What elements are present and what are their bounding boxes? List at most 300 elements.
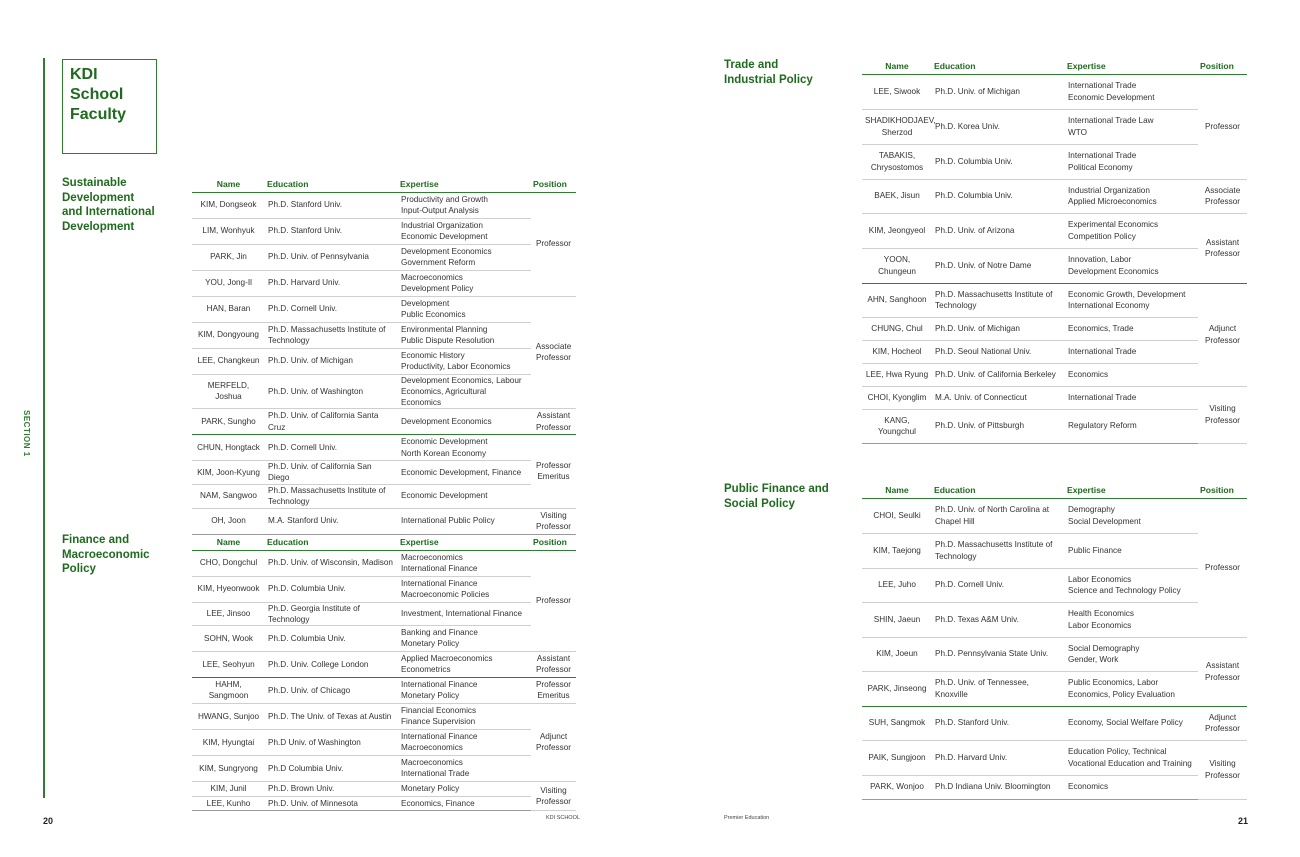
faculty-row: [192, 576, 576, 602]
cell-text-line: Ph.D. Stanford Univ.: [268, 200, 343, 210]
faculty-row: [192, 651, 576, 677]
column-header-position: Position: [1198, 484, 1247, 498]
faculty-expertise: [1065, 179, 1198, 213]
cell-text-line: Labor Economics: [1068, 574, 1132, 584]
cell-text-line: Regulatory Reform: [1068, 421, 1137, 431]
faculty-education: [265, 192, 398, 218]
cell-text-line: AHN, Sanghoon: [867, 295, 927, 305]
faculty-row: [192, 755, 576, 781]
faculty-name: [862, 706, 932, 740]
cell-text-line: M.A. Stanford Univ.: [268, 516, 339, 526]
faculty-name: [862, 248, 932, 283]
faculty-education: [932, 283, 1065, 317]
cell-text-line: Adjunct: [1208, 324, 1237, 334]
cell-text-line: LEE, Changkeun: [197, 356, 260, 366]
cell-text-line: Emeritus: [537, 472, 570, 482]
column-header-expertise: Expertise: [1065, 60, 1198, 74]
cell-text-line: KIM, Hyungtai: [202, 737, 255, 747]
cell-text-line: Ph.D. Univ. of Tennessee,: [935, 678, 1029, 688]
footer-right: Premier Education: [724, 815, 770, 821]
cell-text-line: Political Economy: [1068, 162, 1133, 172]
faculty-education: [932, 340, 1065, 363]
cell-text-line: Social Development: [1068, 516, 1141, 526]
cell-text-line: Economic Development: [401, 491, 488, 501]
faculty-name: [192, 508, 265, 534]
cell-text-line: Development Economics: [1068, 266, 1159, 276]
cell-text-line: Ph.D. Univ. of Pennsylvania: [268, 252, 369, 262]
faculty-expertise: [1065, 409, 1198, 443]
faculty-education: [265, 703, 398, 729]
faculty-row: [192, 435, 576, 461]
title-line: KDI: [70, 66, 98, 83]
faculty-expertise: [398, 781, 531, 796]
faculty-expertise: [398, 218, 531, 244]
cell-text-line: Professor: [1204, 335, 1241, 345]
column-header-position: Position: [1198, 60, 1247, 74]
faculty-row: [862, 144, 1247, 179]
cell-text-line: Development: [401, 298, 450, 308]
faculty-name: [862, 179, 932, 213]
cell-text-line: Sherzod: [881, 127, 913, 137]
cell-text-line: PARK, Jinseong: [867, 683, 927, 693]
faculty-expertise: [398, 703, 531, 729]
cell-text-line: Associate: [535, 342, 572, 352]
cell-text-line: Professor: [1204, 672, 1241, 682]
cell-text-line: Ph.D. Univ. of California Berkeley: [935, 369, 1056, 379]
cell-text-line: Ph.D. Stanford Univ.: [935, 718, 1010, 728]
faculty-table-public-finance: [862, 484, 1247, 800]
faculty-row: [862, 409, 1247, 443]
cell-text-line: Ph.D. Univ. of Washington: [268, 386, 364, 396]
page-number-left: 20: [43, 816, 54, 826]
cell-text-line: Ph.D. Univ. of Chicago: [268, 685, 351, 695]
faculty-education: [265, 576, 398, 602]
cell-text-line: Economy, Social Welfare Policy: [1068, 718, 1183, 728]
column-header-name: Name: [192, 178, 265, 192]
faculty-name: [192, 729, 265, 755]
faculty-position: [1198, 213, 1247, 283]
faculty-name: [192, 550, 265, 576]
cell-text-line: NAM, Sangwoo: [200, 491, 257, 501]
faculty-education: [265, 218, 398, 244]
faculty-expertise: [1065, 109, 1198, 144]
faculty-row: [192, 348, 576, 374]
faculty-position: [531, 703, 576, 781]
cell-text-line: Assistant: [536, 654, 571, 664]
cell-text-line: International Finance: [401, 732, 478, 742]
cell-text-line: KIM, Dongyoung: [198, 330, 259, 340]
cell-text-line: Ph.D Indiana Univ. Bloomington: [935, 782, 1051, 792]
cell-text-line: Assistant: [536, 411, 571, 421]
cell-text-line: SUH, Sangmok: [868, 718, 926, 728]
cell-text-line: Assistant: [1205, 661, 1240, 671]
cell-text-line: Professor: [535, 353, 572, 363]
cell-text-line: HAN, Baran: [206, 304, 251, 314]
column-header-position: Position: [531, 178, 576, 192]
cell-text-line: PAIK, Sungjoon: [868, 752, 926, 762]
cell-text-line: International Trade: [1068, 392, 1137, 402]
cell-text-line: Professor: [1204, 197, 1241, 206]
faculty-education: [932, 144, 1065, 179]
cell-text-line: Ph.D. Brown Univ.: [268, 784, 335, 794]
faculty-expertise: [1065, 74, 1198, 109]
cell-text-line: Applied Microeconomics: [1068, 197, 1157, 206]
faculty-name: [192, 374, 265, 409]
column-header-name: Name: [862, 60, 932, 74]
cell-text-line: Government Reform: [401, 258, 476, 267]
cell-text-line: Ph.D. Univ. of Minnesota: [268, 798, 358, 808]
cell-text-line: Chapel Hill: [935, 516, 975, 526]
faculty-position: [1198, 179, 1247, 213]
faculty-education: [265, 484, 398, 508]
cell-text-line: KIM, Hocheol: [872, 346, 922, 356]
faculty-name: [862, 317, 932, 340]
faculty-education: [932, 386, 1065, 409]
cell-text-line: SHADIKHODJAEV,: [865, 116, 936, 126]
faculty-expertise: [398, 576, 531, 602]
cell-text-line: Sangmoon: [208, 691, 249, 701]
cell-text-line: YOON, Chungeun: [878, 255, 916, 276]
faculty-position: [1198, 740, 1247, 799]
cell-text-line: Ph.D. Seoul National Univ.: [935, 346, 1032, 356]
faculty-education: [265, 729, 398, 755]
cell-text-line: LEE, Seohyun: [202, 659, 255, 669]
cell-text-line: KIM, Dongseok: [200, 200, 257, 210]
cell-text-line: International Trade: [1068, 151, 1137, 161]
faculty-education: [265, 409, 398, 435]
cell-text-line: LEE, Hwa Ryung: [865, 369, 929, 379]
faculty-expertise: [398, 296, 531, 322]
faculty-education: [932, 568, 1065, 602]
column-header-education: Education: [932, 484, 1065, 498]
faculty-expertise: [1065, 568, 1198, 602]
cell-text-line: KIM, Joon-Kyung: [197, 467, 260, 477]
faculty-name: [862, 409, 932, 443]
cell-text-line: Knoxville: [935, 689, 968, 699]
faculty-name: [862, 74, 932, 109]
faculty-name: [192, 755, 265, 781]
faculty-row: [862, 363, 1247, 386]
cell-text-line: Public Dispute Resolution: [401, 336, 495, 345]
cell-text-line: International Finance: [401, 680, 478, 690]
faculty-position: [531, 508, 576, 534]
faculty-name: [192, 270, 265, 296]
cell-text-line: Ph.D. Massachusetts Institute of: [268, 324, 386, 334]
faculty-position: [1198, 637, 1247, 706]
faculty-name: [862, 340, 932, 363]
faculty-expertise: [1065, 248, 1198, 283]
faculty-education: [932, 317, 1065, 340]
faculty-education: [265, 755, 398, 781]
faculty-expertise: [398, 550, 531, 576]
cell-text-line: Ph.D. Pennsylvania State Univ.: [935, 649, 1049, 659]
cell-text-line: Ph.D. The Univ. of Texas at Austin: [268, 711, 392, 721]
faculty-name: [862, 602, 932, 637]
cell-text-line: Chrysostomos: [870, 162, 924, 172]
cell-text-line: International Finance: [401, 564, 478, 573]
cell-text-line: Ph.D. Univ. of California San Diego: [268, 462, 372, 483]
column-header-education: Education: [932, 60, 1065, 74]
cell-text-line: Development Policy: [401, 284, 474, 293]
faculty-education: [265, 796, 398, 810]
faculty-name: [192, 192, 265, 218]
cell-text-line: Economics: [1068, 369, 1109, 379]
cell-text-line: Ph.D. Univ. of North Carolina at: [935, 505, 1050, 515]
faculty-table-finance-macroeconomic: [192, 536, 576, 811]
faculty-expertise: [398, 729, 531, 755]
cell-text-line: Ph.D. Univ. of Michigan: [268, 356, 353, 366]
cell-text-line: Professor: [1204, 724, 1241, 733]
faculty-expertise: [398, 270, 531, 296]
cell-text-line: Monetary Policy: [401, 691, 460, 701]
cell-text-line: Experimental Economics: [1068, 220, 1159, 230]
cell-text-line: Industrial Organization: [1068, 185, 1150, 195]
cell-text-line: YOU, Jong-Il: [205, 278, 252, 288]
cell-text-line: Vocational Education and Training: [1068, 758, 1192, 768]
cell-text-line: Ph.D. Massachusetts Institute of: [935, 540, 1053, 550]
faculty-position: [531, 296, 576, 409]
cell-text-line: Ph.D. Harvard Univ.: [268, 278, 341, 288]
faculty-name: [862, 568, 932, 602]
cell-text-line: KIM, Sungryong: [199, 763, 258, 773]
faculty-education: [265, 348, 398, 374]
faculty-row: [192, 409, 576, 435]
cell-text-line: Science and Technology Policy: [1068, 586, 1181, 595]
faculty-expertise: [398, 796, 531, 810]
cell-text-line: Development Economics: [401, 417, 492, 426]
cell-text-line: Ph.D. Cornell Univ.: [268, 304, 338, 314]
faculty-education: [932, 637, 1065, 671]
section-title-finance-macroeconomic: Finance and Macroeconomic Policy: [62, 534, 150, 575]
faculty-name: [192, 296, 265, 322]
page-number-right: 21: [1238, 816, 1249, 826]
faculty-expertise: [1065, 498, 1198, 533]
cell-text-line: Ph.D. Univ. of Notre Dame: [935, 260, 1032, 270]
cell-text-line: Innovation, Labor: [1068, 255, 1132, 265]
faculty-position: [531, 192, 576, 296]
cell-text-line: CHOI, Kyonglim: [867, 392, 927, 402]
faculty-expertise: [398, 192, 531, 218]
faculty-name: [862, 671, 932, 706]
faculty-row: [862, 248, 1247, 283]
cell-text-line: Economics, Finance: [401, 798, 475, 808]
cell-text-line: Health Economics: [1068, 609, 1134, 619]
faculty-name: [862, 637, 932, 671]
cell-text-line: Industrial Organization: [401, 220, 483, 230]
faculty-education: [932, 775, 1065, 799]
faculty-row: [862, 109, 1247, 144]
cell-text-line: Ph.D. Stanford Univ.: [268, 226, 343, 236]
cell-text-line: Monetary Policy: [401, 784, 460, 794]
cell-text-line: Professor: [535, 422, 572, 432]
faculty-row: [862, 740, 1247, 775]
cell-text-line: Financial Economics: [401, 706, 477, 716]
cell-text-line: Gender, Work: [1068, 655, 1119, 664]
cell-text-line: Ph.D Univ. of Washington: [268, 737, 361, 747]
faculty-expertise: [1065, 340, 1198, 363]
faculty-education: [265, 508, 398, 534]
faculty-education: [932, 498, 1065, 533]
faculty-expertise: [398, 484, 531, 508]
cell-text-line: Professor: [1204, 562, 1241, 572]
cell-text-line: Professor: [535, 596, 572, 606]
cell-text-line: North Korean Economy: [401, 448, 487, 458]
cell-text-line: International Economy: [1068, 301, 1150, 310]
cell-text-line: Economics, Policy Evaluation: [1068, 689, 1175, 699]
faculty-row: [192, 677, 576, 703]
faculty-row: [192, 322, 576, 348]
cell-text-line: LEE, Kunho: [206, 798, 251, 808]
cell-text-line: Social Demography: [1068, 643, 1140, 653]
faculty-row: [862, 637, 1247, 671]
faculty-expertise: [1065, 602, 1198, 637]
faculty-education: [265, 435, 398, 461]
cell-text-line: WTO: [1068, 127, 1087, 137]
cell-text-line: HAHM,: [215, 680, 242, 690]
cell-text-line: Ph.D Columbia Univ.: [268, 763, 344, 773]
faculty-row: [862, 386, 1247, 409]
faculty-education: [265, 550, 398, 576]
cell-text-line: CHUNG, Chul: [871, 323, 923, 333]
cell-text-line: Professor: [535, 522, 572, 532]
faculty-row: [192, 461, 576, 484]
faculty-education: [932, 602, 1065, 637]
cell-text-line: Public Economics, Labor: [1068, 678, 1159, 688]
cell-text-line: Technology: [935, 301, 977, 310]
faculty-expertise: [1065, 363, 1198, 386]
footer-left: KDI SCHOOL: [546, 815, 580, 821]
cell-text-line: Macroeconomic Policies: [401, 590, 490, 599]
faculty-row: [862, 283, 1247, 317]
cell-text-line: Professor: [535, 665, 572, 675]
faculty-education: [932, 109, 1065, 144]
cell-text-line: BAEK, Jisun: [874, 191, 920, 201]
faculty-name: [862, 283, 932, 317]
cell-text-line: KIM, Jeongyeol: [868, 225, 926, 235]
section-title-trade-industrial: Trade and Industrial Policy: [724, 59, 813, 86]
faculty-name: [862, 363, 932, 386]
cell-text-line: Ph.D. Harvard Univ.: [935, 752, 1008, 762]
cell-text-line: Ph.D. Univ. of Wisconsin, Madison: [268, 558, 393, 568]
cell-text-line: LIM, Wonhyuk: [202, 226, 255, 236]
faculty-expertise: [398, 625, 531, 651]
title-line: Faculty: [70, 106, 127, 123]
cell-text-line: Competition Policy: [1068, 231, 1136, 241]
cell-text-line: Professor: [535, 239, 572, 249]
cell-text-line: LEE, Jinsoo: [206, 609, 251, 619]
cell-text-line: Macroeconomics: [401, 758, 463, 768]
cell-text-line: Professor: [1204, 770, 1241, 780]
cell-text-line: TABAKIS,: [878, 151, 916, 161]
cell-text-line: Applied Macroeconomics: [401, 654, 493, 664]
faculty-row: [862, 775, 1247, 799]
cell-text-line: Adjunct: [539, 732, 568, 742]
faculty-name: [862, 775, 932, 799]
faculty-row: [862, 568, 1247, 602]
faculty-name: [192, 484, 265, 508]
column-header-expertise: Expertise: [398, 178, 531, 192]
faculty-row: [862, 498, 1247, 533]
cell-text-line: Productivity, Labor Economics: [401, 362, 511, 371]
faculty-expertise: [398, 508, 531, 534]
cell-text-line: Input-Output Analysis: [401, 206, 479, 215]
cell-text-line: OH, Joon: [211, 516, 246, 526]
faculty-row: [192, 270, 576, 296]
faculty-expertise: [1065, 775, 1198, 799]
faculty-row: [862, 317, 1247, 340]
cell-text-line: M.A. Univ. of Connecticut: [935, 392, 1027, 402]
cell-text-line: Ph.D. Massachusetts Institute of: [935, 289, 1053, 299]
faculty-expertise: [1065, 283, 1198, 317]
faculty-row: [192, 374, 576, 409]
faculty-position: [1198, 74, 1247, 179]
faculty-row: [862, 706, 1247, 740]
cell-text-line: Demography: [1068, 505, 1115, 515]
cell-text-line: CHUN, Hongtack: [197, 443, 260, 452]
cell-text-line: Economics, Agricultural Economics: [401, 386, 487, 407]
faculty-expertise: [1065, 671, 1198, 706]
cell-text-line: International Trade Law: [1068, 116, 1154, 126]
faculty-name: [192, 409, 265, 435]
cell-text-line: International Trade: [401, 769, 470, 779]
faculty-expertise: [398, 677, 531, 703]
cell-text-line: Ph.D. Univ. of Arizona: [935, 225, 1015, 235]
faculty-education: [932, 706, 1065, 740]
cell-text-line: Ph.D. Univ. of California Santa Cruz: [268, 411, 379, 432]
faculty-expertise: [1065, 317, 1198, 340]
faculty-name: [192, 435, 265, 461]
faculty-expertise: [398, 322, 531, 348]
faculty-education: [265, 270, 398, 296]
cell-text-line: Public Finance: [1068, 545, 1122, 555]
faculty-expertise: [398, 244, 531, 270]
cell-text-line: Ph.D. Korea Univ.: [935, 121, 1000, 131]
faculty-expertise: [1065, 213, 1198, 248]
faculty-education: [265, 677, 398, 703]
cell-text-line: KANG,: [884, 415, 910, 425]
cell-text-line: Emeritus: [537, 691, 570, 701]
column-header-education: Education: [265, 536, 398, 550]
faculty-name: [192, 703, 265, 729]
faculty-name: [862, 740, 932, 775]
cell-text-line: Ph.D. Univ. College London: [268, 659, 369, 669]
faculty-expertise: [398, 755, 531, 781]
cell-text-line: Monetary Policy: [401, 639, 460, 649]
cell-text-line: MERFELD, Joshua: [207, 381, 250, 402]
faculty-name: [192, 322, 265, 348]
section-label: SECTION 1: [22, 410, 31, 457]
faculty-row: [192, 703, 576, 729]
faculty-name: [192, 796, 265, 810]
faculty-education: [265, 296, 398, 322]
cell-text-line: Visiting: [540, 510, 567, 520]
faculty-row: [192, 729, 576, 755]
faculty-row: [862, 213, 1247, 248]
cell-text-line: Ph.D. Columbia Univ.: [268, 584, 346, 594]
faculty-name: [862, 213, 932, 248]
faculty-education: [265, 244, 398, 270]
column-header-name: Name: [862, 484, 932, 498]
faculty-row: [192, 796, 576, 810]
faculty-education: [265, 322, 398, 348]
cell-text-line: Productivity and Growth: [401, 194, 488, 204]
cell-text-line: Econometrics: [401, 665, 451, 675]
faculty-education: [265, 625, 398, 651]
column-header-expertise: Expertise: [1065, 484, 1198, 498]
cell-text-line: Public Economics: [401, 310, 466, 319]
cell-text-line: Ph.D. Univ. of Michigan: [935, 323, 1020, 333]
faculty-name: [192, 461, 265, 484]
